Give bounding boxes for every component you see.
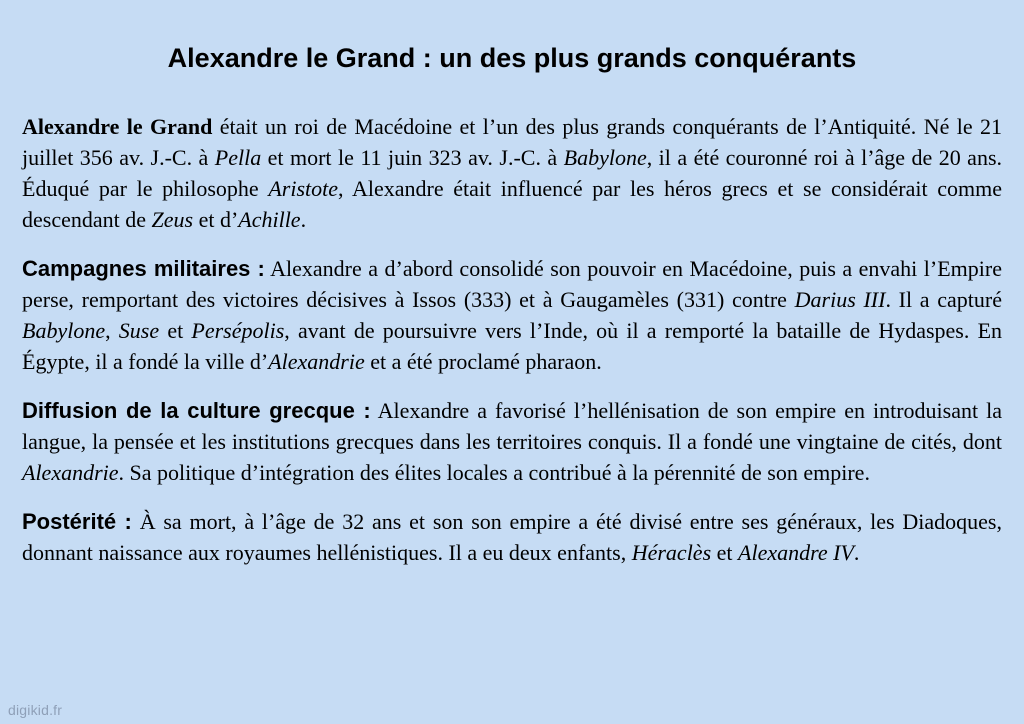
page-title: Alexandre le Grand : un des plus grands conquérants bbox=[167, 43, 857, 73]
place-pella: Pella bbox=[214, 145, 262, 170]
person-aristote: Aristote bbox=[268, 176, 339, 201]
person-darius: Darius III bbox=[794, 287, 886, 312]
intro-text: et d’ bbox=[193, 207, 239, 232]
child-heracles: Héraclès bbox=[631, 540, 712, 565]
person-zeus: Zeus bbox=[151, 207, 194, 232]
intro-text: était un roi de Macédoine et l’un des plus grands conquérants de l’Antiquité. Né le 21 juillet 356 av. J.-C. à bbox=[22, 114, 1002, 170]
campagnes-text: . Il a capturé bbox=[885, 287, 1002, 312]
place-babylone: Babylone bbox=[563, 145, 647, 170]
city-alexandrie: Alexandrie bbox=[268, 349, 365, 374]
intro-text: et mort le 11 juin 323 av. J.-C. à bbox=[261, 145, 564, 170]
intro-text: , il a été couronné roi à l’âge de 20 ans. Éduqué par le philosophe bbox=[22, 145, 1003, 201]
intro-name: Alexandre le Grand bbox=[22, 114, 213, 139]
posterite-heading: Postérité : bbox=[22, 509, 132, 534]
intro-text: . bbox=[300, 207, 307, 232]
campagnes-heading: Campagnes militaires : bbox=[22, 256, 265, 281]
city-suse: Suse bbox=[118, 318, 160, 343]
campagnes-text: Alexandre a d’abord consolidé son pouvoir en Macédoine, puis a envahi l’Empire perse, remportant des victoires décisives à Issos (333) et à Gaugamèles (331) contre bbox=[22, 256, 1002, 312]
diffusion-text: . Sa politique d’intégration des élites locales a contribué à la pérennité de son empire. bbox=[118, 460, 870, 485]
intro-text: , Alexandre était influencé par les héros grecs et se considérait comme descendant de bbox=[22, 176, 1002, 232]
diffusion-heading: Diffusion de la culture grecque : bbox=[22, 398, 371, 423]
campagnes-text: et bbox=[159, 318, 192, 343]
campagnes-text: et a été proclamé pharaon. bbox=[364, 349, 602, 374]
child-alexandre-iv: Alexandre IV bbox=[738, 540, 854, 565]
posterite-text: et bbox=[711, 540, 739, 565]
city-persepolis: Persépolis bbox=[191, 318, 285, 343]
campagnes-text: , bbox=[105, 318, 119, 343]
posterite-paragraph bbox=[22, 506, 1002, 568]
diffusion-paragraph bbox=[22, 395, 1002, 488]
campagnes-text: , avant de poursuivre vers l’Inde, où il a remporté la bataille de Hydaspes. En Égypte, il a fondé la ville d’ bbox=[22, 318, 1003, 374]
city-alexandrie: Alexandrie bbox=[22, 460, 119, 485]
diffusion-text: Alexandre a favorisé l’hellénisation de son empire en introduisant la langue, la pensée et les institutions grecques dans les territoires conquis. Il a fondé une vingtaine de cités, dont bbox=[22, 398, 1003, 454]
person-achille: Achille bbox=[238, 207, 301, 232]
city-babylone: Babylone bbox=[22, 318, 106, 343]
posterite-text: À sa mort, à l’âge de 32 ans et son son empire a été divisé entre ses généraux, les Diadoques, donnant naissance aux royaumes hellénistiques. Il a eu deux enfants, bbox=[22, 509, 1002, 565]
watermark-label: digikid.fr bbox=[8, 702, 63, 718]
document-body bbox=[22, 111, 1002, 586]
intro-paragraph bbox=[22, 111, 1002, 235]
posterite-text: . bbox=[853, 540, 860, 565]
campagnes-paragraph bbox=[22, 253, 1002, 377]
